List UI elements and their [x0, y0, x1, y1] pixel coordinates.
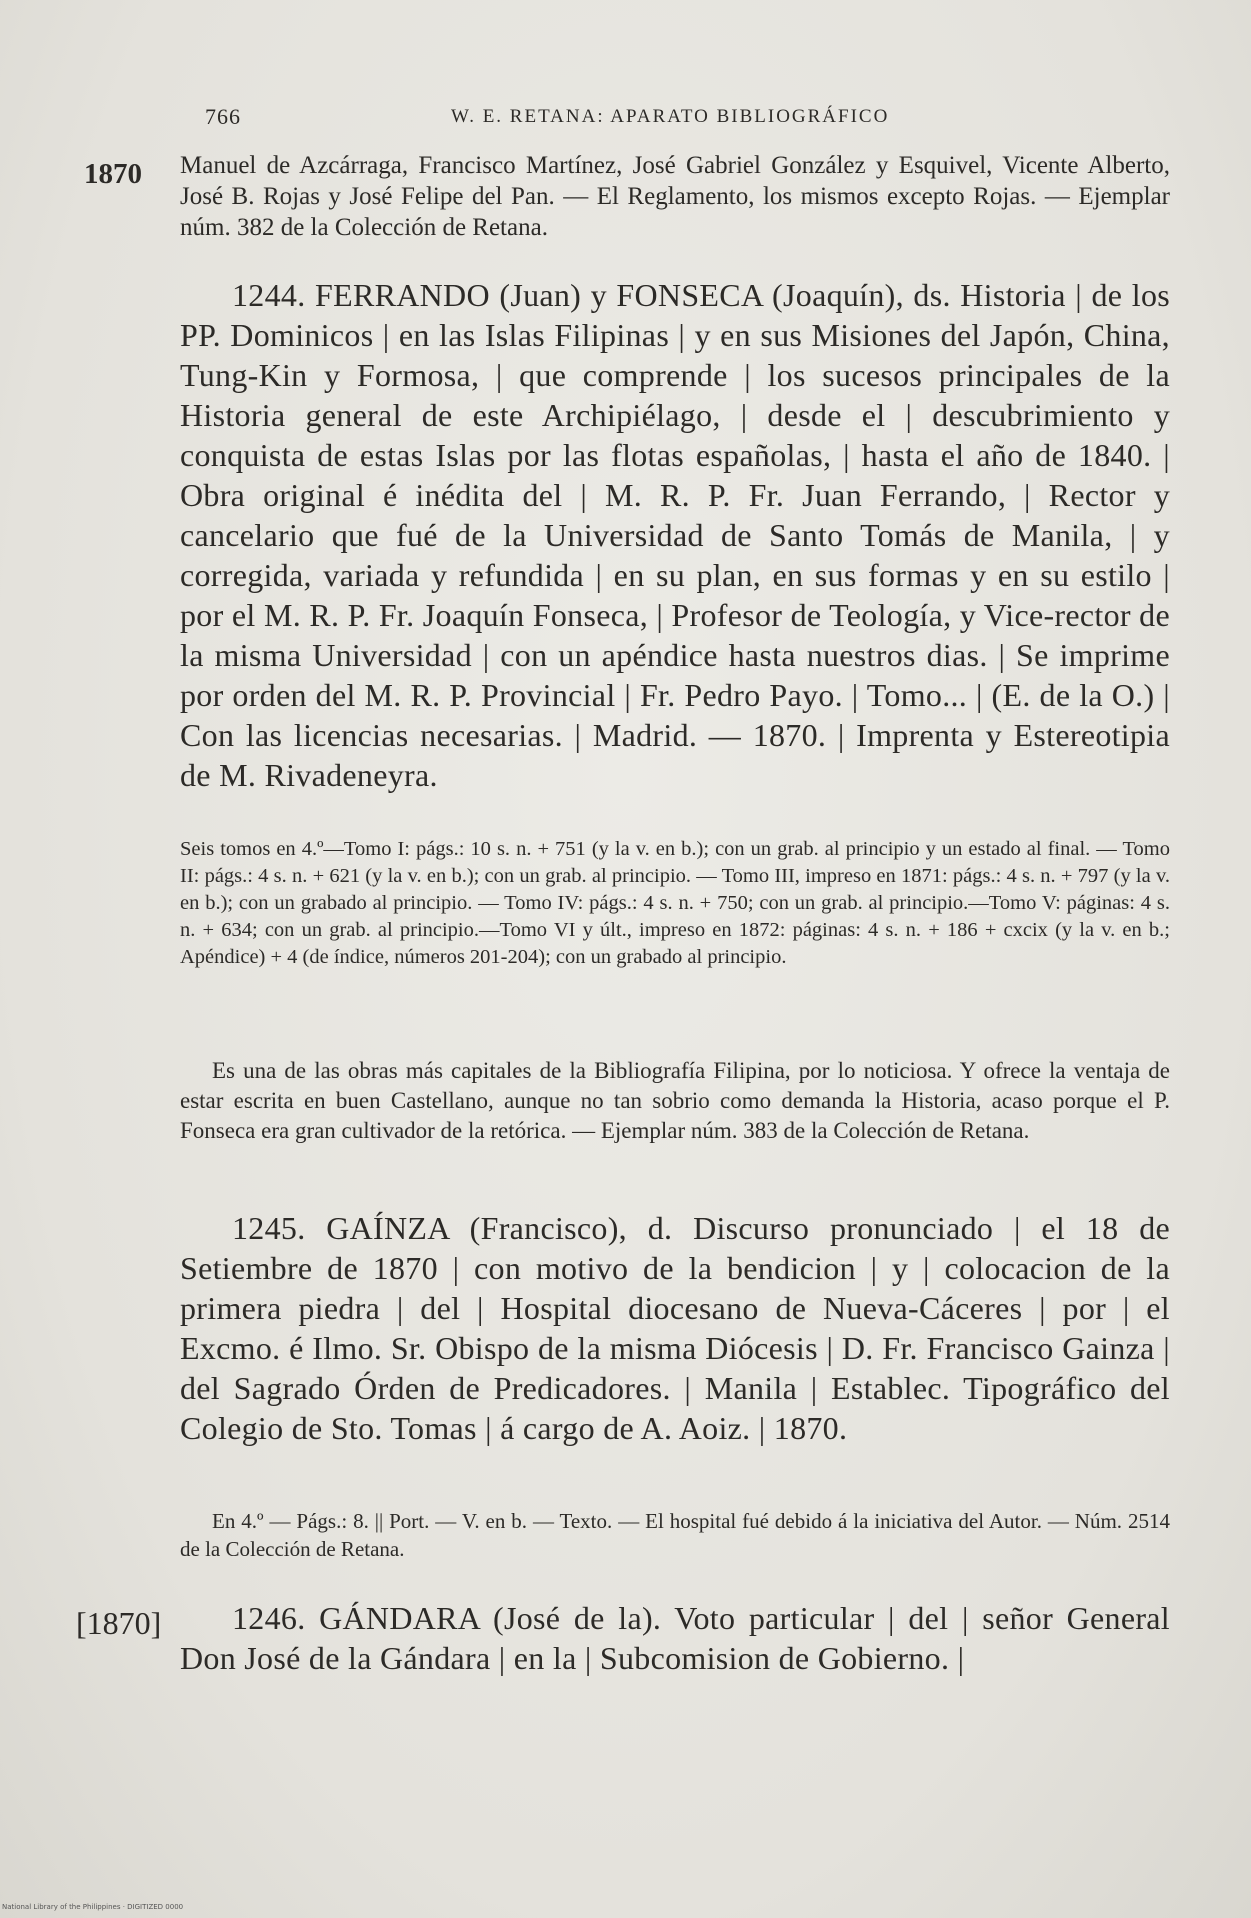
entry-1244-comment: Es una de las obras más capitales de la Bibliografía Filipina, por lo noticiosa. Y ofrece la ventaja de estar escrita en buen Castellano, aunque no tan sobrio como demanda la Historia, acaso porque el P. Fonseca era gran cultivador de la retórica. — Ejemplar núm. 383 de la Colección de Retana. [180, 1058, 1170, 1143]
continuation-paragraph: Manuel de Azcárraga, Francisco Martínez, José Gabriel González y Esquivel, Vicente Alberto, José B. Rojas y José Felipe del Pan. — El Reglamento, los mismos excepto Rojas. — Ejemplar núm. 382 de la Colección de Retana. [180, 152, 1170, 241]
entry-1244-note: Seis tomos en 4.º—Tomo I: págs.: 10 s. n. + 751 (y la v. en b.); con un grab. al principio y un estado al final. — Tomo II: págs.: 4 s. n. + 621 (y la v. en b.); con un grab. al principio. — Tomo III, impreso en 1871: págs.: 4 s. n. + 797 (y la v. en b.); con un grabado al principio. — Tomo IV: págs.: 4 s. n. + 750; con un grab. al principio.—Tomo V: páginas: 4 s. n. + 634; con un grab. al principio.—Tomo VI y últ., impreso en 1872: páginas: 4 s. n. + 186 + cxcix (y la v. en b.; Apéndice) + 4 (de índice, números 201-204); con un grabado al principio. [180, 838, 1170, 968]
scan-footer: National Library of the Philippines · DIGITIZED 0000 [2, 1903, 184, 1911]
entry-1245-note: En 4.º — Págs.: 8. || Port. — V. en b. — Texto. — El hospital fué debido á la iniciativa del Autor. — Núm. 2514 de la Colección de Retana. [180, 1509, 1170, 1561]
margin-year-bracketed: [1870] [76, 1605, 162, 1641]
entry-1245-text: 1245. GAÍNZA (Francisco), d. Discurso pronunciado | el 18 de Setiembre de 1870 | con motivo de la bendicion | y | colocacion de la primera piedra | del | Hospital diocesano de Nueva-Cáceres | por | el Excmo. é Ilmo. Sr. Obispo de la misma Diócesis | D. Fr. Francisco Gainza | del Sagrado Órden de Predicadores. | Manila | Establec. Tipográfico del Colegio de Sto. Tomas | á cargo de A. Aoiz. | 1870. [180, 1210, 1170, 1446]
page-number: 766 [205, 104, 241, 129]
entry-1244-text: 1244. FERRANDO (Juan) y FONSECA (Joaquín), ds. Historia | de los PP. Dominicos | en las Islas Filipinas | y en sus Misiones del Japón, China, Tung-Kin y Formosa, | que comprende | los sucesos principales de la Historia general de este Archipiélago, | desde el | descubrimiento y conquista de estas Islas por las flotas españolas, | hasta el año de 1840. | Obra original é inédita del | M. R. P. Fr. Juan Ferrando, | Rector y cancelario que fué de la Universidad de Santo Tomás de Manila, | y corregida, variada y refundida | en su plan, en sus formas y en su estilo | por el M. R. P. Fr. Joaquín Fonseca, | Profesor de Teología, y Vice-rector de la misma Universidad | con un apéndice hasta nuestros dias. | Se imprime por orden del M. R. P. Provincial | Fr. Pedro Payo. | Tomo... | (E. de la O.) | Con las licencias necesarias. | Madrid. — 1870. | Imprenta y Estereotipia de M. Rivadeneyra. [180, 277, 1170, 793]
running-head: W. E. RETANA: APARATO BIBLIOGRÁFICO [451, 106, 890, 127]
margin-year-1870: 1870 [84, 158, 142, 190]
entry-1246-text: 1246. GÁNDARA (José de la). Voto particular | del | señor General Don José de la Gándara | en la | Subcomision de Gobierno. | [180, 1600, 1170, 1676]
